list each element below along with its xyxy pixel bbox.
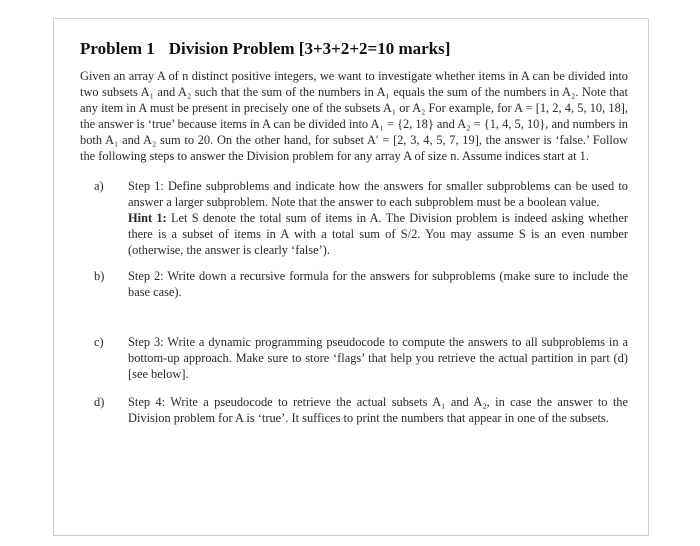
problem-number: Problem 1 <box>80 39 155 58</box>
step-b <box>80 268 628 300</box>
step-marker: c) <box>94 335 104 349</box>
problem-content <box>80 38 628 426</box>
step-body <box>124 178 628 258</box>
step-marker: a) <box>94 179 104 193</box>
step-body <box>124 394 628 426</box>
hint <box>128 210 628 258</box>
step-marker: d) <box>94 395 105 409</box>
step-c <box>80 334 628 382</box>
step-marker: b) <box>94 269 105 283</box>
hint-label: Hint 1: <box>128 211 167 225</box>
step-body <box>124 268 628 300</box>
step-d <box>80 394 628 426</box>
step-a <box>80 178 628 258</box>
step-body <box>124 334 628 382</box>
step-text: Step 3: Write a dynamic programming pseudocode to compute the answers to all subproblems in a bottom-up approach. Make sure to store ‘flags’ that help you retrieve the actual partition in part (d) [see below]. <box>128 335 628 381</box>
hint-text: Let S denote the total sum of items in A. The Division problem is indeed asking whether there is a subset of items in A with a total sum of S/2. You may assume S is an even number (otherwise, the answer is clearly ‘false’). <box>128 211 628 257</box>
problem-title: Division Problem [3+3+2+2=10 marks] <box>168 39 451 58</box>
step-text: Step 4: Write a pseudocode to retrieve the actual subsets A₁ and A₂, in case the answer to the Division problem for A is ‘true’. It suffices to print the numbers that appear in one of the subsets. <box>128 395 628 425</box>
step-text: Step 1: Define subproblems and indicate how the answers for smaller subproblems can be used to answer a larger subproblem. Note that the answer to each subproblem must be a boolean value. <box>128 179 628 209</box>
step-text: Step 2: Write down a recursive formula for the answers for subproblems (make sure to include the base case). <box>128 269 628 299</box>
problem-heading <box>80 38 628 60</box>
steps-list <box>80 178 628 426</box>
problem-intro: Given an array A of n distinct positive integers, we want to investigate whether items in A can be divided into two subsets A₁ and A₂ such that the sum of the numbers in A₁ equals the sum of the numbers in A₂. Note that any item in A must be present in precisely one of the subsets A₁ or A₂ For example, for A = [1, 2, 4, 5, 10, 18], the answer is ‘true’ because items in A can be divided into A₁ = {2, 18} and A₂ = {1, 4, 5, 10}, and numbers in both A₁ and A₂ sum to 20. On the other hand, for subset A′ = [2, 3, 4, 5, 7, 19], the answer is ‘false.’ Follow the following steps to answer the Division problem for any array A of size n. Assume indices start at 1. <box>80 69 628 163</box>
